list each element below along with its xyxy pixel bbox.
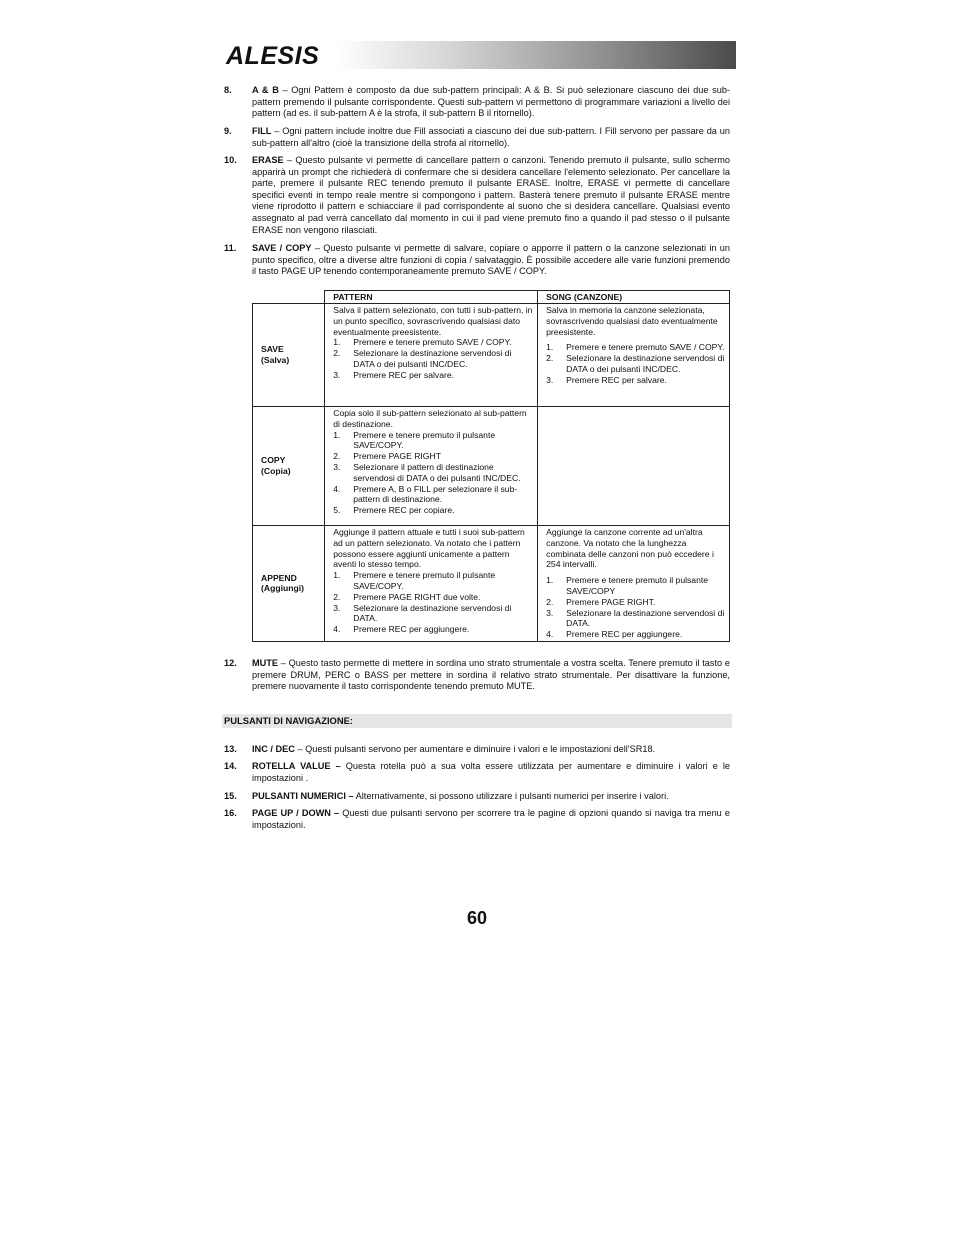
header-banner bbox=[222, 41, 736, 69]
section-heading: PULSANTI DI NAVIGAZIONE: bbox=[222, 714, 732, 728]
table-row: SAVE (Salva) Salva il pattern selezionato, con tutti i sub-pattern, in un punto specifico, sovrascrivendo qualsiasi dato eventualmente preesistente. 1. Premere e tenere premuto SAVE / COPY. 2. Selezionare la destinazione servendosi di DATA o dei pulsanti INC/DEC. 3. Premere REC per salvare. Salva in memoria la canzone selezionata, sovrascrivendo qualsiasi dato eventualmente preesistente. 1. Premere e tenere premuto SAVE / COPY. 2. Selezionare la destinazione servendosi di DATA o dei pulsanti INC/DEC. 3. Premere REC per salvare. bbox=[253, 304, 730, 407]
page-number: 60 bbox=[466, 908, 488, 928]
table-row: APPEND (Aggiungi) Aggiunge il pattern attuale e tutti i suoi sub-pattern ad un pattern selezionato. Va notato che i pattern possono essere aggiunti unicamente a pattern aventi lo stesso tempo. 1. Premere e tenere premuto il pulsante SAVE/COPY. 2. Premere PAGE RIGHT due volte. 3. Selezionare la destinazione servendosi di DATA. 4. Premere REC per aggiungere. Aggiunge la canzone corrente ad un'altra canzone. Va notato che la lunghezza combinata delle canzoni non può eccedere i 254 intervalli. 1. Premere e tenere premuto il pulsante SAVE/COPY 2. Premere PAGE RIGHT. 3. Selezionare la destinazione servendosi di DATA. 4. Premere REC per aggiungere. bbox=[253, 526, 730, 642]
column-header-song: SONG (CANZONE) bbox=[538, 291, 730, 304]
save-copy-table bbox=[252, 290, 730, 642]
table-row: COPY (Copia) Copia solo il sub-pattern selezionato al sub-pattern di destinazione. 1. Premere e tenere premuto il pulsante SAVE/COPY. 2. Premere PAGE RIGHT 3. Selezionare il pattern di destinazione servendosi di DATA o dei pulsanti INC/DEC. 4. Premere A, B o FILL per selezionare il sub-pattern di destinazione. 5. Premere REC per copiare. bbox=[253, 407, 730, 526]
column-header-pattern: PATTERN bbox=[325, 291, 538, 304]
alesis-logo: ALESIS bbox=[226, 42, 320, 70]
